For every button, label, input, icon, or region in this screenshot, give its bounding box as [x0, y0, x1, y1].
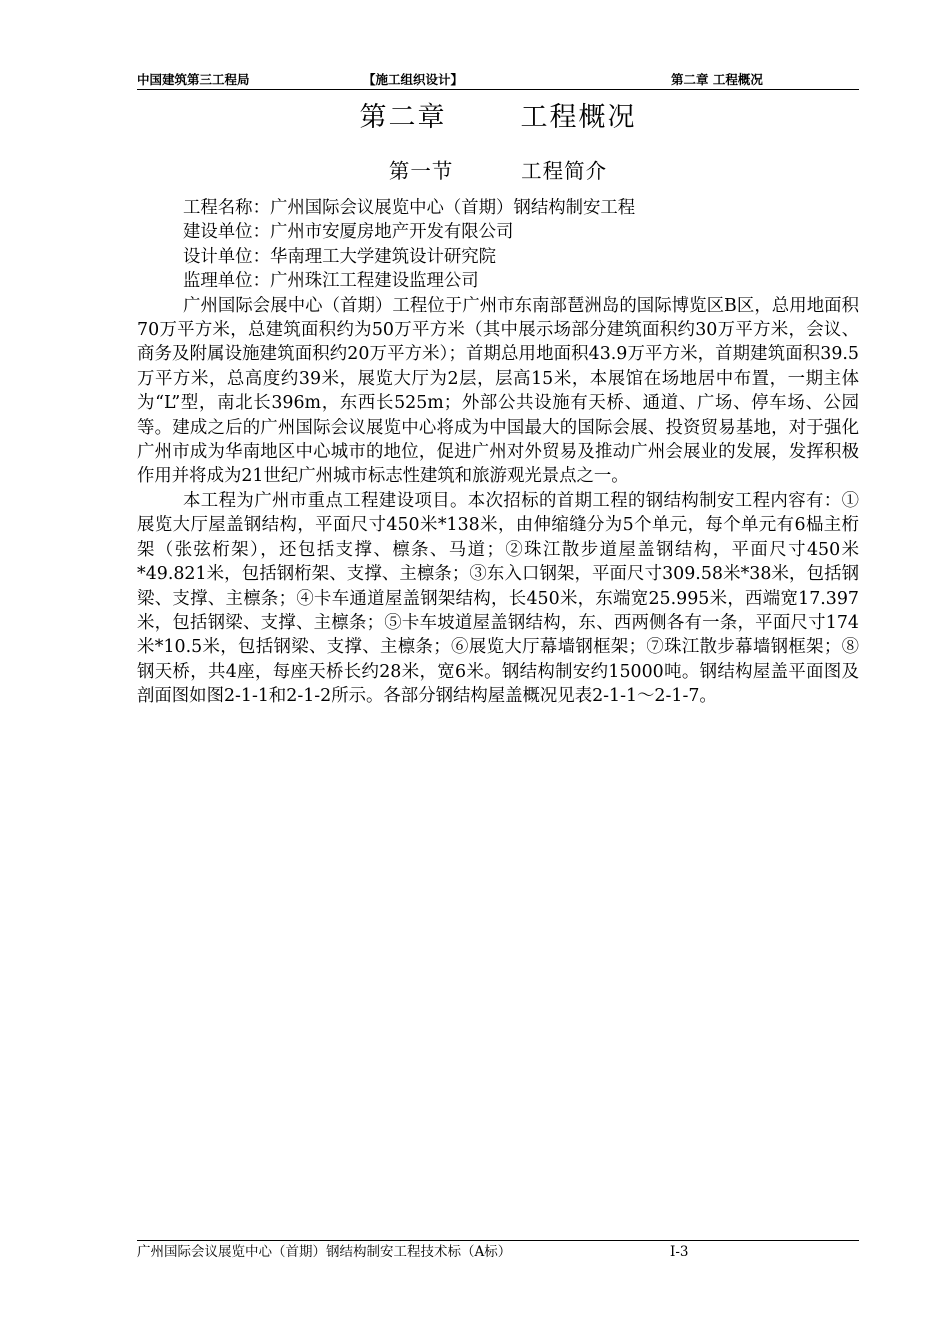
chapter-title: 第二章 工程概况: [359, 102, 637, 133]
header-doc-type: 【施工组织设计】: [363, 72, 464, 87]
footer-divider: [137, 1240, 859, 1241]
page-header: [137, 70, 859, 89]
developer-line: 建设单位：广州市安厦房地产开发有限公司: [183, 222, 514, 243]
supervisor-line: 监理单位：广州珠江工程建设监理公司: [183, 271, 479, 292]
header-divider: [137, 89, 859, 90]
document-body: [137, 196, 859, 709]
scope-paragraph: 本工程为广州市重点工程建设项目。本次招标的首期工程的钢结构制安工程内容有：①展览大厅屋盖钢结构，平面尺寸450米*138米，由伸缩缝分为5个单元，每个单元有6榀主桁架（张弦桁架），还包括支撑、檩条、马道；②珠江散步道屋盖钢结构，平面尺寸450米*49.821米，包括钢桁架、支撑、主檩条；③东入口钢架，平面尺寸309.58米*38米，包括钢梁、支撑、主檩条；④卡车通道屋盖钢架结构，长450米，东端宽25.995米，西端宽17.397米，包括钢梁、支撑、主檩条；⑤卡车坡道屋盖钢结构，东、西两侧各有一条，平面尺寸174米*10.5米，包括钢梁、支撑、主檩条；⑥展览大厅幕墙钢框架；⑦珠江散步幕墙钢框架；⑧钢天桥，共4座，每座天桥长约28米，宽6米。钢结构制安约15000吨。钢结构屋盖平面图及剖面图如图2-1-1和2-1-2所示。各部分钢结构屋盖概况见表2-1-1～2-1-7。: [137, 490, 859, 707]
section-title: 第一节 工程简介: [388, 159, 608, 183]
overview-paragraph: 广州国际会展中心（首期）工程位于广州市东南部琶洲岛的国际博览区B区，总用地面积70万平方米，总建筑面积约为50万平方米（其中展示场部分建筑面积约30万平方米，会议、商务及附属设施建筑面积约20万平方米）；首期总用地面积43.9万平方米，首期建筑面积39.5万平方米，总高度约39米，展览大厅为2层，层高15米，本展馆在场地居中布置，一期主体为“L”型，南北长396m，东西长525m；外部公共设施有天桥、通道、广场、停车场、公园等。建成之后的广州国际会议展览中心将成为中国最大的国际会展、投资贸易基地，对于强化广州市成为华南地区中心城市的地位，促进广州对外贸易及推动广州会展业的发展，发挥积极作用并将成为21世纪广州城市标志性建筑和旅游观光景点之一。: [137, 295, 859, 487]
footer-doc-title: 广州国际会议展览中心（首期）钢结构制安工程技术标（A标）: [137, 1244, 512, 1260]
header-chapter: 第二章 工程概况: [671, 72, 763, 87]
page-footer: [137, 1242, 859, 1262]
designer-line: 设计单位：华南理工大学建筑设计研究院: [183, 246, 497, 267]
footer-page-number: Ⅰ-3: [670, 1244, 689, 1260]
project-name-line: 工程名称：广州国际会议展览中心（首期）钢结构制安工程: [183, 198, 636, 218]
header-org: 中国建筑第三工程局: [137, 72, 250, 87]
